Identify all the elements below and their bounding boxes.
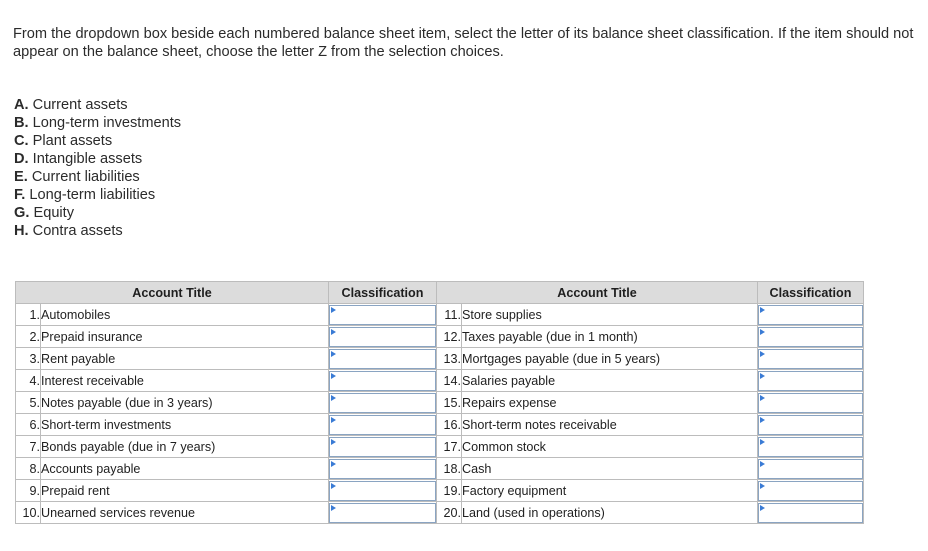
choice-label: Current assets — [32, 97, 128, 113]
choice-item — [14, 168, 181, 186]
item-number: 18. — [437, 458, 462, 480]
table-row — [16, 458, 864, 480]
choice-label: Intangible assets — [32, 151, 143, 167]
header-account-title-left: Account Title — [16, 282, 329, 304]
dropdown-caret-icon — [760, 461, 765, 467]
table-row — [16, 326, 864, 348]
dropdown-caret-icon — [331, 483, 336, 489]
classification-dropdown[interactable] — [329, 349, 436, 369]
classification-dropdown[interactable] — [758, 305, 863, 325]
classification-dropdown[interactable] — [758, 415, 863, 435]
item-number: 17. — [437, 436, 462, 458]
dropdown-caret-icon — [760, 417, 765, 423]
dropdown-caret-icon — [331, 439, 336, 445]
account-title: Salaries payable — [462, 370, 758, 392]
dropdown-caret-icon — [760, 505, 765, 511]
balance-sheet-table — [15, 281, 864, 524]
account-title: Interest receivable — [41, 370, 329, 392]
classification-dropdown-cell — [329, 414, 437, 436]
account-title: Repairs expense — [462, 392, 758, 414]
header-classification-left: Classification — [329, 282, 437, 304]
table-row — [16, 436, 864, 458]
item-number: 4. — [16, 370, 41, 392]
dropdown-caret-icon — [760, 395, 765, 401]
choice-item — [14, 114, 181, 132]
item-number: 8. — [16, 458, 41, 480]
classification-dropdown-cell — [329, 370, 437, 392]
account-title: Cash — [462, 458, 758, 480]
classification-dropdown-cell — [329, 392, 437, 414]
account-title: Factory equipment — [462, 480, 758, 502]
item-number: 7. — [16, 436, 41, 458]
table-row — [16, 348, 864, 370]
item-number: 3. — [16, 348, 41, 370]
item-number: 13. — [437, 348, 462, 370]
classification-dropdown-cell — [758, 436, 864, 458]
choice-label: Equity — [33, 205, 75, 221]
choice-label: Long-term liabilities — [29, 187, 156, 203]
classification-dropdown-cell — [329, 348, 437, 370]
account-title: Bonds payable (due in 7 years) — [41, 436, 329, 458]
table-row — [16, 370, 864, 392]
choice-label: Current liabilities — [31, 169, 140, 185]
classification-dropdown-cell — [329, 326, 437, 348]
item-number: 1. — [16, 304, 41, 326]
header-account-title-right: Account Title — [437, 282, 758, 304]
choice-label: Plant assets — [32, 133, 113, 149]
dropdown-caret-icon — [760, 439, 765, 445]
dropdown-caret-icon — [760, 351, 765, 357]
classification-dropdown[interactable] — [329, 415, 436, 435]
choice-letter: B. — [14, 115, 29, 131]
classification-dropdown-cell — [329, 304, 437, 326]
dropdown-caret-icon — [331, 329, 336, 335]
choice-item — [14, 150, 181, 168]
classification-dropdown[interactable] — [758, 371, 863, 391]
dropdown-caret-icon — [331, 417, 336, 423]
classification-dropdown-cell — [329, 458, 437, 480]
account-title: Rent payable — [41, 348, 329, 370]
account-title: Mortgages payable (due in 5 years) — [462, 348, 758, 370]
account-title: Store supplies — [462, 304, 758, 326]
item-number: 12. — [437, 326, 462, 348]
dropdown-caret-icon — [331, 373, 336, 379]
instructions-text: From the dropdown box beside each numbered balance sheet item, select the letter of its balance sheet classification. If the item should not appear on the balance sheet, choose the letter Z from the selection choices. — [13, 26, 914, 60]
item-number: 19. — [437, 480, 462, 502]
classification-dropdown-cell — [329, 502, 437, 524]
account-title: Short-term investments — [41, 414, 329, 436]
account-title: Taxes payable (due in 1 month) — [462, 326, 758, 348]
classification-dropdown[interactable] — [329, 305, 436, 325]
account-title: Short-term notes receivable — [462, 414, 758, 436]
classification-dropdown[interactable] — [329, 481, 436, 501]
classification-dropdown[interactable] — [329, 437, 436, 457]
dropdown-caret-icon — [760, 483, 765, 489]
dropdown-caret-icon — [760, 329, 765, 335]
classification-dropdown-cell — [758, 414, 864, 436]
choice-item — [14, 222, 181, 240]
choice-letter: H. — [14, 223, 29, 239]
classification-dropdown[interactable] — [758, 481, 863, 501]
classification-dropdown[interactable] — [758, 459, 863, 479]
dropdown-caret-icon — [760, 373, 765, 379]
classification-dropdown-cell — [758, 304, 864, 326]
dropdown-caret-icon — [331, 351, 336, 357]
table-row — [16, 414, 864, 436]
choice-letter: C. — [14, 133, 29, 149]
account-title: Notes payable (due in 3 years) — [41, 392, 329, 414]
item-number: 2. — [16, 326, 41, 348]
account-title: Land (used in operations) — [462, 502, 758, 524]
classification-dropdown[interactable] — [758, 327, 863, 347]
item-number: 15. — [437, 392, 462, 414]
table-row — [16, 392, 864, 414]
account-title: Automobiles — [41, 304, 329, 326]
account-title: Prepaid rent — [41, 480, 329, 502]
dropdown-caret-icon — [331, 395, 336, 401]
classification-dropdown[interactable] — [329, 459, 436, 479]
table-row — [16, 502, 864, 524]
choice-item — [14, 132, 181, 150]
classification-dropdown[interactable] — [758, 503, 863, 523]
classification-dropdown[interactable] — [329, 503, 436, 523]
classification-dropdown-cell — [329, 480, 437, 502]
classification-dropdown[interactable] — [758, 437, 863, 457]
item-number: 14. — [437, 370, 462, 392]
item-number: 16. — [437, 414, 462, 436]
item-number: 9. — [16, 480, 41, 502]
classification-dropdown[interactable] — [758, 349, 863, 369]
choice-letter: E. — [14, 169, 28, 185]
choice-item — [14, 204, 181, 222]
classification-dropdown[interactable] — [329, 327, 436, 347]
account-title: Unearned services revenue — [41, 502, 329, 524]
item-number: 10. — [16, 502, 41, 524]
classification-dropdown-cell — [758, 392, 864, 414]
choice-letter: D. — [14, 151, 29, 167]
item-number: 11. — [437, 304, 462, 326]
item-number: 6. — [16, 414, 41, 436]
dropdown-caret-icon — [760, 307, 765, 313]
account-title: Accounts payable — [41, 458, 329, 480]
table-header-row — [16, 282, 864, 304]
classification-dropdown-cell — [329, 436, 437, 458]
table-row — [16, 480, 864, 502]
classification-dropdown-cell — [758, 458, 864, 480]
classification-dropdown-cell — [758, 348, 864, 370]
choice-label: Long-term investments — [32, 115, 182, 131]
classification-dropdown-cell — [758, 502, 864, 524]
classification-dropdown-cell — [758, 326, 864, 348]
dropdown-caret-icon — [331, 307, 336, 313]
item-number: 20. — [437, 502, 462, 524]
choice-letter: A. — [14, 97, 29, 113]
choice-item — [14, 186, 181, 204]
classification-dropdown[interactable] — [329, 393, 436, 413]
dropdown-caret-icon — [331, 505, 336, 511]
item-number: 5. — [16, 392, 41, 414]
choice-letter: G. — [14, 205, 30, 221]
classification-dropdown[interactable] — [329, 371, 436, 391]
choice-item — [14, 96, 181, 114]
dropdown-caret-icon — [331, 461, 336, 467]
classification-dropdown[interactable] — [758, 393, 863, 413]
choice-letter: F. — [14, 187, 26, 203]
classification-choices-list — [14, 96, 181, 240]
header-classification-right: Classification — [758, 282, 864, 304]
choice-label: Contra assets — [32, 223, 123, 239]
account-title: Common stock — [462, 436, 758, 458]
table-row — [16, 304, 864, 326]
account-title: Prepaid insurance — [41, 326, 329, 348]
classification-dropdown-cell — [758, 370, 864, 392]
classification-dropdown-cell — [758, 480, 864, 502]
